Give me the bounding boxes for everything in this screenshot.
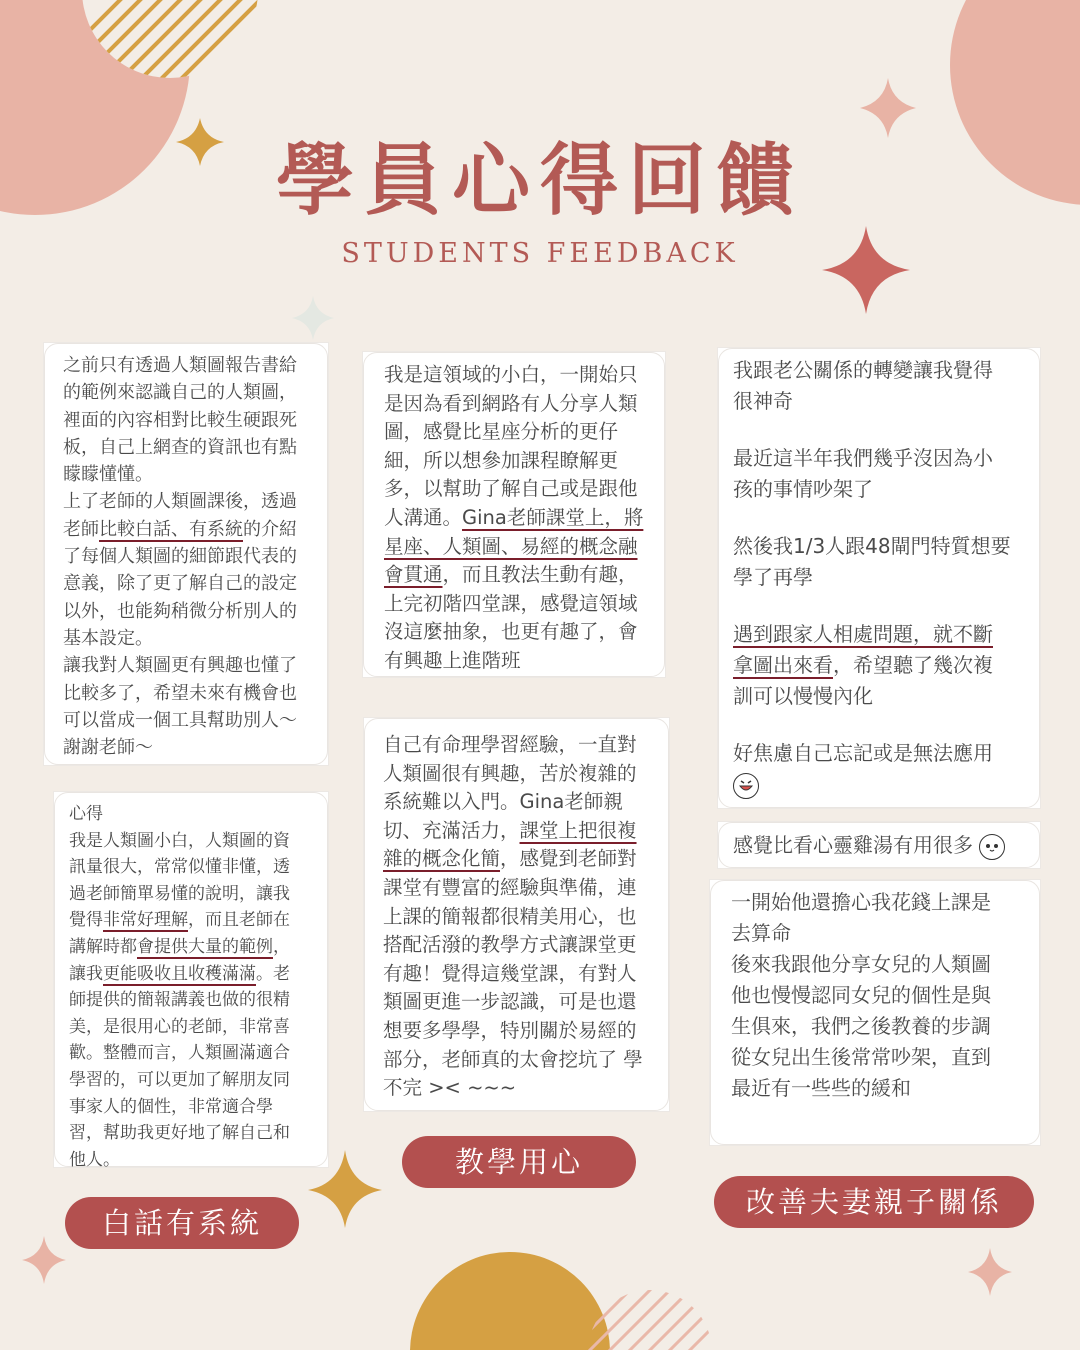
feedback-text: 遇到跟家人相處問題，就不斷 拿圖出來看，希望聽了幾次複 訓可以慢慢內化 — [733, 622, 993, 708]
feedback-text: 最近這半年我們幾乎沒因為小 孩的事情吵架了 — [733, 446, 993, 501]
highlighted-text: Gina老師課堂上，將 星座、人類圖、易經的概念融 會貫通 — [384, 505, 644, 587]
feedback-text: 感覺比看心靈雞湯有用很多 — [733, 833, 973, 857]
page-subtitle: STUDENTS FEEDBACK — [341, 238, 739, 269]
feedback-text: 我是人類圖小白，人類圖的資 訊量很大，常常似懂非懂，透 過老師簡單易懂的說明，讓我 覺得非常好理解，而且老師在 講解時都會提供大量的範例， 讓我更能吸收且收穫滿滿。老 師提供的簡報講義也做的很精 美，是很用心的老師，非常喜 歡。整體而言，人類圖滿適合 學習的，可以更加了解朋友同 事家人的個性，非常適合學 習，幫助我更好地了解自己和 他人。 — [69, 830, 290, 1170]
feedback-card-7 — [710, 880, 1040, 1145]
feedback-text: 我是這領域的小白，一開始只 是因為看到網路有人分享人類 圖，感覺比星座分析的更仔 細，所以想參加課程瞭解更 多，以幫助了解自己或是跟他 人溝通。Gina老師課堂上，將 星座、人類圖、易經的概念融 會貫通，而且教法生動有趣， 上完初階四堂課，感覺這領域 沒這麼抽象，也更有趣了，會 有興趣上進階班 — [384, 363, 644, 672]
feedback-text: 自己有命理學習經驗，一直對 人類圖很有興趣，苦於複雜的 系統難以入門。Gina老師親 切、充滿活力，課堂上把很複 雜的概念化簡，感覺到老師對 課堂有豐富的經驗與準備，連 上課的簡報都很精美用心，也 搭配活潑的教學方式讓課堂更 有趣！覺得這幾堂課，有對人 類圖更進一步認識，可是也還 想要多學學，特別關於易經的 部分，老師真的太會挖坑了 學 不完 >< ~~~ — [383, 733, 643, 1100]
highlighted-text: 比較白話、有系統 — [99, 518, 243, 540]
smile-emoji-icon — [733, 773, 759, 799]
feedback-text: 然後我1/3人跟48閘門特質想要 學了再學 — [733, 534, 1011, 589]
highlighted-text: 遇到跟家人相處問題，就不斷 拿圖出來看 — [733, 622, 993, 677]
bottom-gold-circle — [410, 1252, 610, 1350]
sparkle-icon — [968, 1248, 1012, 1296]
tag-left: 白話有系統 — [65, 1197, 299, 1249]
feedback-text: 之前只有透過人類圖報告書給 的範例來認識自己的人類圖， 裡面的內容相對比較生硬跟死 板，自己上網查的資訊也有點 矇矇懂懂。 — [63, 355, 297, 486]
highlighted-text: 更能吸收且收穫滿滿 — [103, 963, 256, 984]
tag-right: 改善夫妻親子關係 — [714, 1176, 1034, 1228]
smile-emoji-icon — [979, 834, 1005, 860]
feedback-text: 上了老師的人類圖課後，透過 老師比較白話、有系統的介紹 了每個人類圖的細節跟代表的 意義，除了更了解自己的設定 以外，也能夠稍微分析別人的 基本設定。 — [63, 491, 297, 649]
feedback-text: 讓我對人類圖更有興趣也懂了 比較多了，希望未來有機會也 可以當成一個工具幫助別人～ 謝謝老師～ — [63, 655, 297, 759]
highlighted-text: 課堂上把很複 雜的概念化簡 — [383, 818, 637, 871]
feedback-text: 我跟老公關係的轉變讓我覺得 很神奇 — [733, 358, 993, 413]
feedback-card-1 — [44, 343, 328, 765]
sparkle-icon — [292, 296, 334, 340]
page-title: 學員心得回饋 — [275, 135, 804, 226]
sparkle-icon — [22, 1236, 66, 1284]
feedback-card-2 — [54, 792, 328, 1170]
feedback-card-6 — [718, 822, 1040, 868]
card-heading: 心得 — [69, 804, 103, 824]
feedback-card-4 — [364, 718, 669, 1111]
feedback-text: 一開始他還擔心我花錢上課是 去算命 後來我跟他分享女兒的人類圖 他也慢慢認同女兒的個性是與 生俱來，我們之後教養的步調 從女兒出生後常常吵架，直到 最近有一些些的緩和 — [731, 890, 991, 1100]
feedback-card-3 — [363, 352, 665, 677]
tag-center: 教學用心 — [402, 1136, 636, 1188]
highlighted-text: 會提供大量的範例 — [137, 936, 273, 957]
feedback-text: 好焦慮自己忘記或是無法應用 — [733, 741, 993, 765]
feedback-card-5 — [718, 348, 1040, 808]
highlighted-text: 非常好理解 — [103, 910, 188, 931]
